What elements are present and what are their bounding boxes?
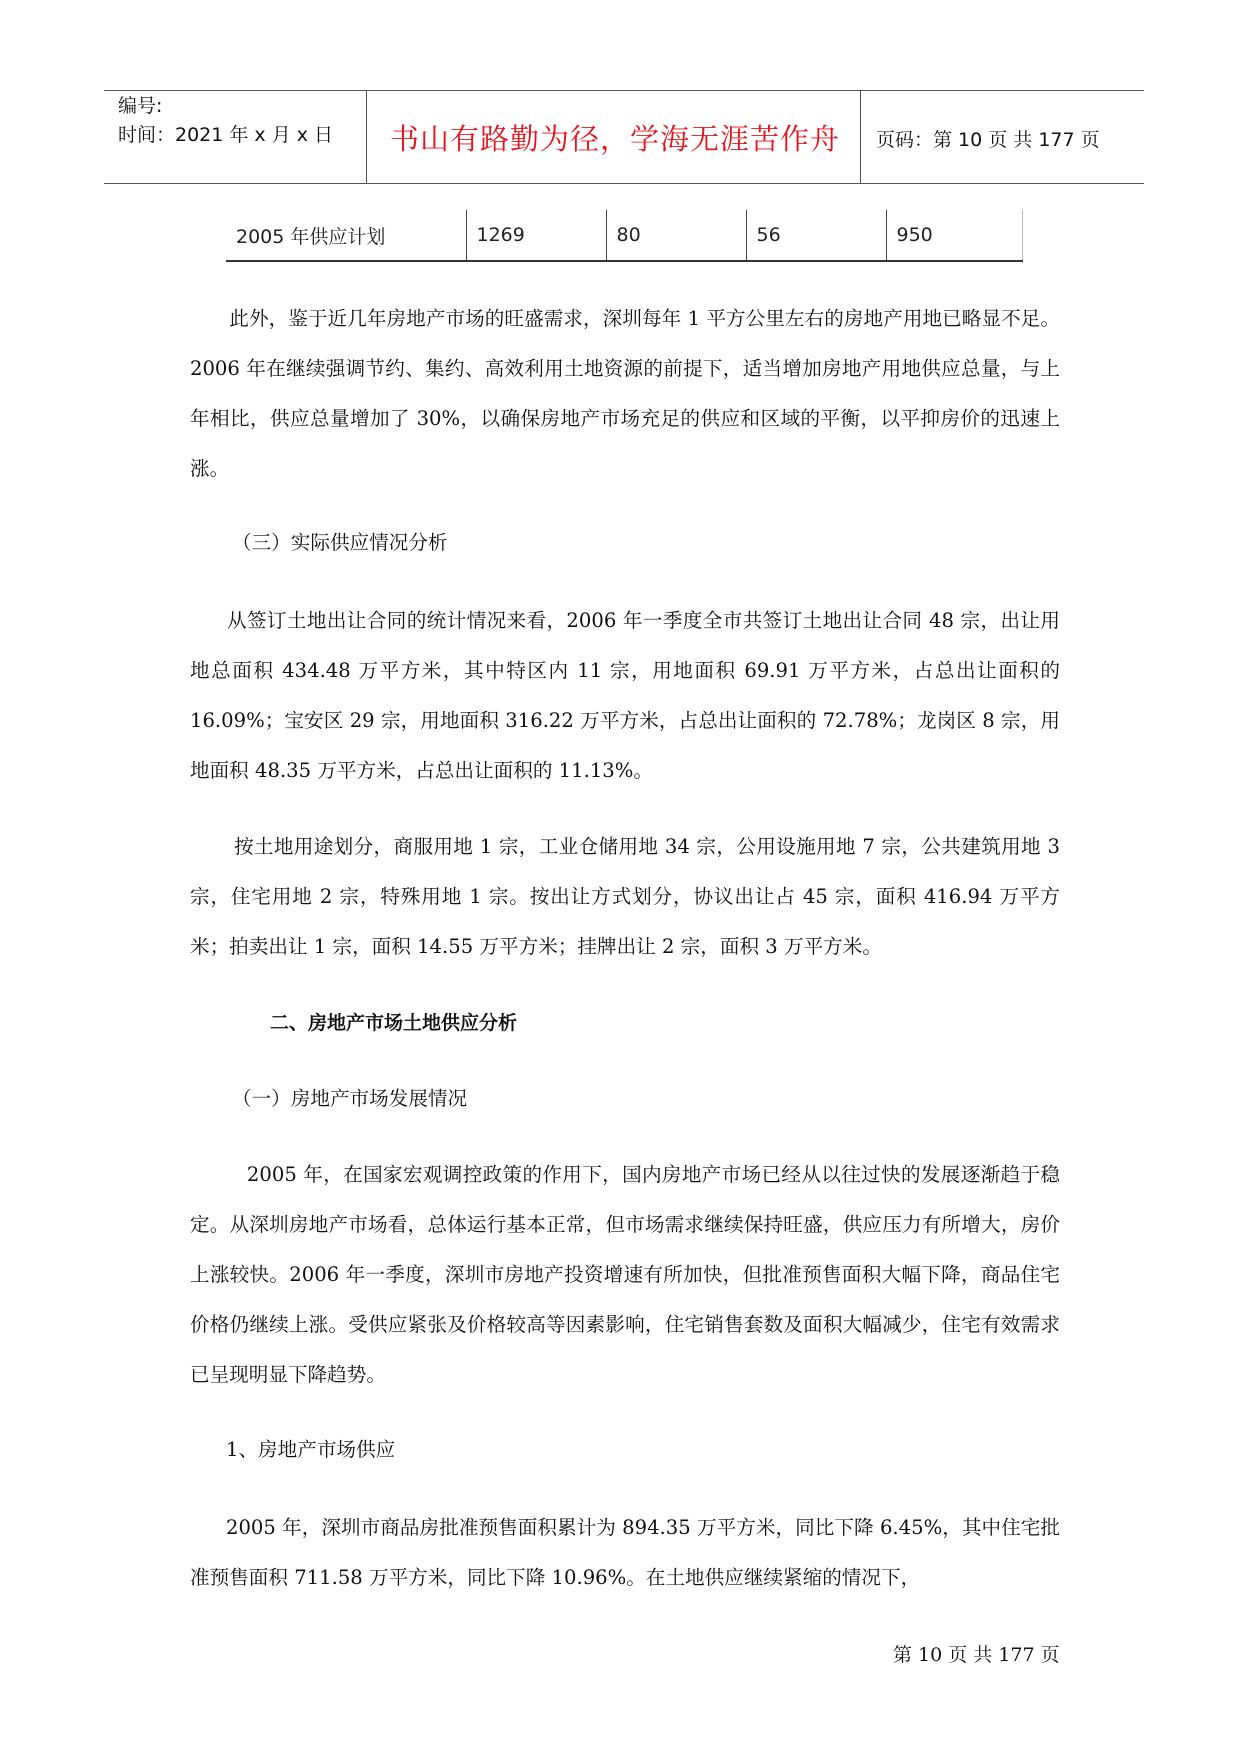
table-cell: 2005 年供应计划	[226, 210, 466, 261]
table-row	[226, 210, 1022, 261]
header-meta	[118, 92, 333, 150]
header-top-rule	[104, 90, 1144, 91]
header-bottom-rule	[104, 183, 1144, 184]
table-cell: 1269	[466, 210, 606, 261]
supply-table	[226, 210, 1023, 262]
paragraph-supply-increase: 此外，鉴于近几年房地产市场的旺盛需求，深圳每年 1 平方公里左右的房地产用地已略显不足。2006 年在继续强调节约、集约、高效利用土地资源的前提下，适当增加房地产用地供应总量，与上年相比，供应总量增加了 30%，以确保房地产市场充足的供应和区域的平衡，以平抑房价的迅速上涨。	[190, 307, 1060, 480]
header-divider-left	[366, 90, 367, 183]
footer-page-number: 第 10 页 共 177 页	[893, 1644, 1060, 1666]
header-time-label: 时间：2021 年 x 月 x 日	[118, 124, 334, 146]
header-divider-right	[860, 90, 861, 183]
paragraph-market-overview: 2005 年，在国家宏观调控政策的作用下，国内房地产市场已经从以往过快的发展逐渐趋于稳定。从深圳房地产市场看，总体运行基本正常，但市场需求继续保持旺盛，供应压力有所增大，房价上涨较快。2006 年一季度，深圳市房地产投资增速有所加快，但批准预售面积大幅下降，商品住宅价格仍继续上涨。受供应紧张及价格较高等因素影响，住宅销售套数及面积大幅减少，住宅有效需求已呈现明显下降趋势。	[190, 1163, 1060, 1386]
section-heading-actual-supply: （三）实际供应情况分析	[232, 531, 448, 554]
paragraph-presale-area: 2005 年，深圳市商品房批准预售面积累计为 894.35 万平方米，同比下降 6.45%，其中住宅批准预售面积 711.58 万平方米，同比下降 10.96%。在土地供应继续紧缩的情况下，	[190, 1516, 1060, 1589]
header-motto: 书山有路勤为径，学海无涯苦作舟	[389, 122, 840, 156]
paragraph-contract-stats: 从签订土地出让合同的统计情况来看，2006 年一季度全市共签订土地出让合同 48 宗，出让用地总面积 434.48 万平方米，其中特区内 11 宗，用地面积 69.91 万平方米，占总出让面积的 16.09%；宝安区 29 宗，用地面积 316.22 万平方米，占总出让面积的 72.78%；龙岗区 8 宗，用地面积 48.35 万平方米，占总出让面积的 11.13%。	[190, 609, 1060, 782]
header-page-label: 页码：第 10 页 共 177 页	[876, 129, 1100, 151]
header-number-label: 编号:	[118, 95, 163, 117]
table-cell: 80	[606, 210, 746, 261]
table-cell: 950	[886, 210, 1022, 261]
section-heading-market-supply: 二、房地产市场土地供应分析	[270, 1012, 518, 1034]
paragraph-land-use: 按土地用途划分，商服用地 1 宗，工业仓储用地 34 宗，公用设施用地 7 宗，公共建筑用地 3 宗，住宅用地 2 宗，特殊用地 1 宗。按出让方式划分，协议出让占 45 宗，面积 416.94 万平方米；拍卖出让 1 宗，面积 14.55 万平方米；挂牌出让 2 宗，面积 3 万平方米。	[190, 835, 1060, 958]
section-heading-market-development: （一）房地产市场发展情况	[232, 1087, 468, 1110]
section-heading-supply: 1、房地产市场供应	[226, 1438, 396, 1461]
table-cell: 56	[746, 210, 886, 261]
